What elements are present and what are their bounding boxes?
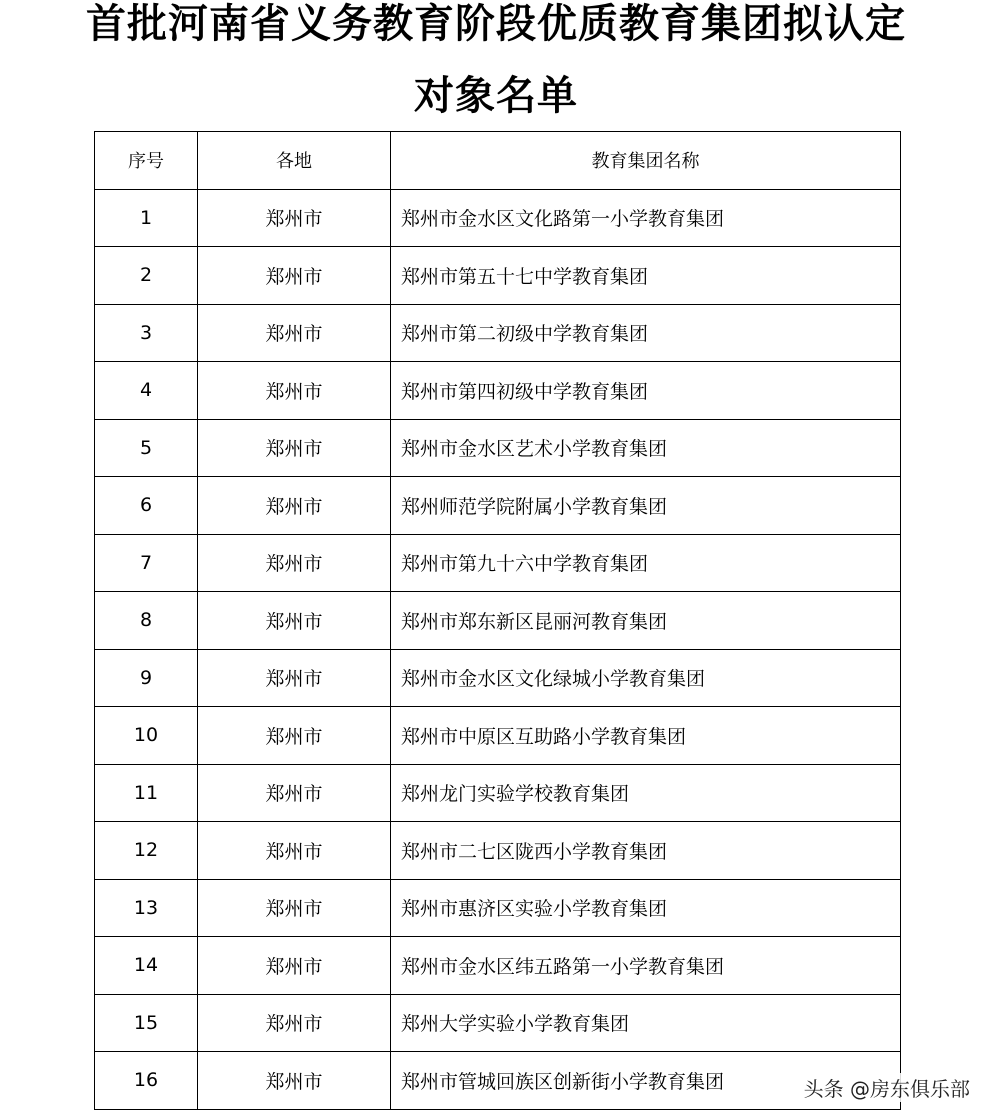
table-row [95,534,901,592]
row-group-name: 郑州市二七区陇西小学教育集团 [391,822,901,880]
row-index: 5 [95,419,198,477]
row-index: 2 [95,247,198,305]
table-row [95,937,901,995]
row-index: 4 [95,362,198,420]
table-row [95,592,901,650]
row-index: 9 [95,649,198,707]
row-region: 郑州市 [198,189,391,247]
row-region: 郑州市 [198,822,391,880]
table-row [95,649,901,707]
row-group-name: 郑州市金水区文化绿城小学教育集团 [391,649,901,707]
table-row [95,362,901,420]
table-row [95,764,901,822]
row-group-name: 郑州市金水区纬五路第一小学教育集团 [391,937,901,995]
row-region: 郑州市 [198,994,391,1052]
row-index: 3 [95,304,198,362]
header-group-name: 教育集团名称 [391,132,901,190]
row-region: 郑州市 [198,879,391,937]
table-row [95,822,901,880]
row-region: 郑州市 [198,707,391,765]
row-group-name: 郑州大学实验小学教育集团 [391,994,901,1052]
table-row [95,1052,901,1110]
row-index: 15 [95,994,198,1052]
row-index: 1 [95,189,198,247]
row-group-name: 郑州市郑东新区昆丽河教育集团 [391,592,901,650]
row-index: 12 [95,822,198,880]
row-index: 11 [95,764,198,822]
row-region: 郑州市 [198,937,391,995]
row-index: 8 [95,592,198,650]
table-header-row [95,132,901,190]
document-title-line-2: 对象名单 [414,73,578,119]
row-group-name: 郑州市中原区互助路小学教育集团 [391,707,901,765]
table-row [95,477,901,535]
row-region: 郑州市 [198,592,391,650]
row-group-name: 郑州市第四初级中学教育集团 [391,362,901,420]
table-row [95,419,901,477]
row-region: 郑州市 [198,477,391,535]
row-index: 16 [95,1052,198,1110]
row-index: 14 [95,937,198,995]
row-group-name: 郑州市管城回族区创新街小学教育集团 [391,1052,901,1110]
group-list-table [94,131,901,1110]
row-region: 郑州市 [198,304,391,362]
row-group-name: 郑州龙门实验学校教育集团 [391,764,901,822]
row-region: 郑州市 [198,247,391,305]
header-region: 各地 [198,132,391,190]
row-region: 郑州市 [198,362,391,420]
header-index: 序号 [95,132,198,190]
row-group-name: 郑州市金水区文化路第一小学教育集团 [391,189,901,247]
row-region: 郑州市 [198,764,391,822]
row-group-name: 郑州市惠济区实验小学教育集团 [391,879,901,937]
document-title-line-1: 首批河南省义务教育阶段优质教育集团拟认定 [86,1,906,47]
row-group-name: 郑州市第五十七中学教育集团 [391,247,901,305]
row-index: 10 [95,707,198,765]
row-index: 7 [95,534,198,592]
row-group-name: 郑州市金水区艺术小学教育集团 [391,419,901,477]
row-group-name: 郑州师范学院附属小学教育集团 [391,477,901,535]
row-index: 6 [95,477,198,535]
table-row [95,304,901,362]
table-row [95,189,901,247]
table-row [95,707,901,765]
row-region: 郑州市 [198,1052,391,1110]
row-region: 郑州市 [198,534,391,592]
row-region: 郑州市 [198,649,391,707]
row-group-name: 郑州市第二初级中学教育集团 [391,304,901,362]
row-index: 13 [95,879,198,937]
table-row [95,879,901,937]
table-row [95,994,901,1052]
row-group-name: 郑州市第九十六中学教育集团 [391,534,901,592]
row-region: 郑州市 [198,419,391,477]
table-row [95,247,901,305]
watermark: 头条 @房东俱乐部 [802,1073,972,1102]
